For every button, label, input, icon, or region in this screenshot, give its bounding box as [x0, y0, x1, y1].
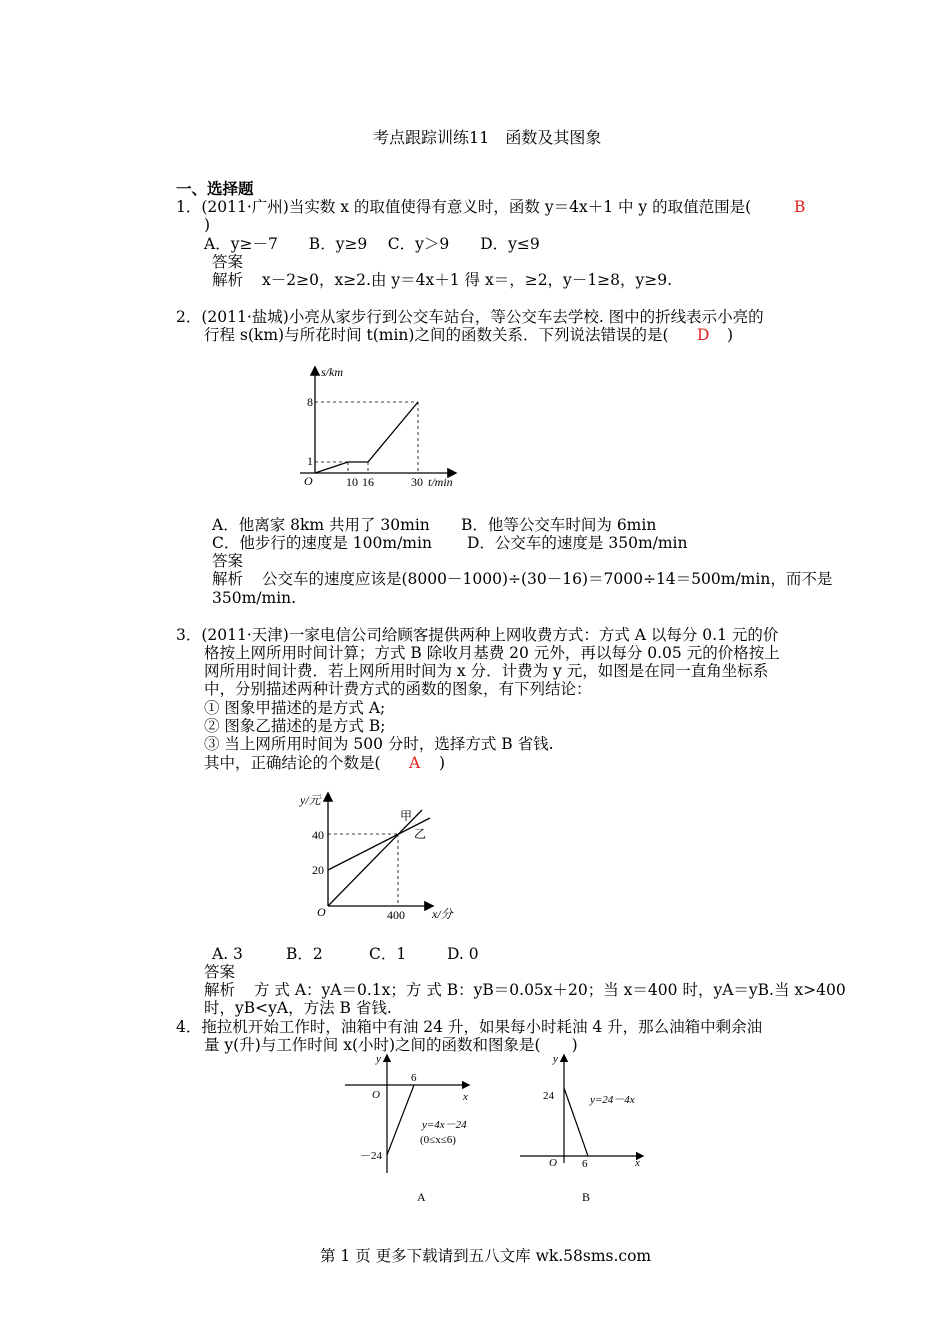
q4a-line [387, 1085, 414, 1155]
q3-xlabel: x/分 [432, 907, 453, 921]
q4a-origin: O [372, 1089, 380, 1101]
section-heading: 一、选择题 [176, 179, 254, 198]
q3-analysis-line2: 时，yB<yA，方法 B 省钱. [204, 999, 392, 1017]
q2-analysis-line2: 350m/min. [212, 589, 297, 607]
q4a-ylabel: y [376, 1053, 381, 1065]
q2-ytick-8: 8 [307, 395, 313, 409]
q2-xtick-16: 16 [362, 475, 374, 489]
q1-close-paren: ) [204, 216, 211, 234]
q2-analysis-line1: 公交车的速度应该是(8000－1000)÷(30－16)＝7000÷14＝500m/min，而不是 [262, 570, 833, 588]
q3-answer-label: 答案 [204, 963, 236, 981]
q4a-tick-6: 6 [411, 1072, 417, 1084]
q2-xlabel: t/min [428, 475, 453, 489]
q2-xtick-10: 10 [346, 475, 358, 489]
q3-stem-line1: 3．(2011·天津)一家电信公司给顾客提供两种上网收费方式：方式 A 以每分 0.1 元的价 [176, 626, 779, 644]
q1-options: A．y≥－7 B．y≥9 C．y＞9 D．y≤9 [204, 235, 540, 253]
q4b-equation: y=24－4x [590, 1094, 635, 1106]
q2-answer-label: 答案 [212, 552, 244, 570]
q4b-origin: O [549, 1157, 557, 1169]
q3-line-yi [328, 818, 430, 870]
q3-ytick-20: 20 [312, 863, 324, 877]
q4-graph-a [340, 1048, 480, 1208]
q2-option-b: B．他等公交车时间为 6min [461, 516, 657, 534]
q3-option-b: B．2 [286, 945, 323, 963]
q3-origin: O [317, 905, 326, 919]
q2-option-d: D．公交车的速度是 350m/min [467, 534, 688, 552]
q3-conclusion-1: ① 图象甲描述的是方式 A; [204, 699, 386, 717]
q1-analysis: x－2≥0，x≥2.由 y＝4x＋1 得 x＝，≥2，y－1≥8，y≥9. [262, 271, 673, 289]
q3-conclusion-2: ② 图象乙描述的是方式 B; [204, 717, 386, 735]
q3-label-yi: 乙 [414, 827, 427, 841]
q2-analysis-label: 解析 [212, 570, 244, 588]
q3-analysis-label: 解析 [204, 981, 236, 999]
q3-option-c: C．1 [369, 945, 407, 963]
q4-stem-line1: 4．拖拉机开始工作时，油箱中有油 24 升，如果每小时耗油 4 升，那么油箱中剩余油 [176, 1018, 763, 1036]
q3-graph [290, 788, 470, 928]
page-title: 考点跟踪训练11 函数及其图象 [373, 128, 602, 147]
q3-ytick-40: 40 [312, 828, 324, 842]
q4b-tick-24: 24 [543, 1090, 554, 1102]
q1-answer-label: 答案 [212, 253, 244, 271]
q2-answer: D [697, 326, 710, 344]
q2-graph [290, 360, 470, 495]
q2-ytick-1: 1 [307, 454, 313, 468]
q3-analysis-line1: 方 式 A：yA＝0.1x；方 式 B：yB＝0.05x＋20；当 x＝400 时，yA＝yB.当 x>400 [254, 981, 846, 999]
q2-stem-line1: 2．(2011·盐城)小亮从家步行到公交车站台，等公交车去学校. 图中的折线表示小亮的 [176, 308, 764, 326]
q4-graph-b [515, 1048, 655, 1208]
q4-stem-line2: 量 y(升)与工作时间 x(小时)之间的函数和图象是( ) [204, 1036, 578, 1054]
q3-answer: A [409, 754, 421, 772]
q3-line-jia [328, 810, 422, 906]
q2-xtick-30: 30 [411, 475, 423, 489]
q2-option-a: A．他离家 8km 共用了 30min [212, 516, 430, 534]
page-footer: 第 1 页 更多下载请到五八文库 wk.58sms.com [320, 1247, 652, 1265]
q4b-ylabel: y [553, 1053, 558, 1065]
q4b-line [564, 1088, 588, 1156]
q2-close-paren: ) [727, 326, 734, 344]
q4a-caption: A [417, 1190, 426, 1204]
q3-stem-line2: 格按上网所用时间计算；方式 B 除收月基费 20 元外，再以每分 0.05 元的价格按上 [204, 644, 780, 662]
q3-xtick-400: 400 [387, 908, 405, 922]
q2-stem-line2: 行程 s(km)与所花时间 t(min)之间的函数关系．下列说法错误的是( [204, 326, 669, 344]
q3-stem-line3: 网所用时间计费．若上网所用时间为 x 分．计费为 y 元，如图是在同一直角坐标系 [204, 662, 769, 680]
q4a-xlabel: x [463, 1091, 468, 1103]
q3-option-a: A. 3 [212, 945, 243, 963]
q4a-tick-neg24: －24 [360, 1150, 382, 1162]
q2-option-c: C．他步行的速度是 100m/min [212, 534, 432, 552]
q4a-domain: (0≤x≤6) [420, 1134, 456, 1146]
q2-ylabel: s/km [321, 365, 343, 379]
q3-ylabel: y/元 [300, 793, 321, 807]
q1-answer: B [794, 198, 806, 216]
q4b-tick-6: 6 [582, 1158, 588, 1170]
q3-label-jia: 甲 [400, 809, 413, 823]
q1-stem: 1．(2011·广州)当实数 x 的取值使得有意义时，函数 y＝4x＋1 中 y 的取值范围是( [176, 198, 752, 216]
q4a-equation: y=4x－24 [422, 1119, 467, 1131]
q2-origin: O [304, 474, 313, 488]
q3-option-d: D. 0 [447, 945, 479, 963]
q3-ask: 其中，正确结论的个数是( [204, 754, 381, 772]
q3-stem-line4: 中，分别描述两种计费方式的函数的图象，有下列结论： [204, 680, 592, 698]
q1-analysis-label: 解析 [212, 271, 244, 289]
q2-travel-line [315, 402, 418, 473]
q4b-xlabel: x [635, 1157, 640, 1169]
q3-close-paren: ) [439, 754, 446, 772]
q3-conclusion-3: ③ 当上网所用时间为 500 分时，选择方式 B 省钱. [204, 735, 554, 753]
q4b-caption: B [582, 1190, 591, 1204]
